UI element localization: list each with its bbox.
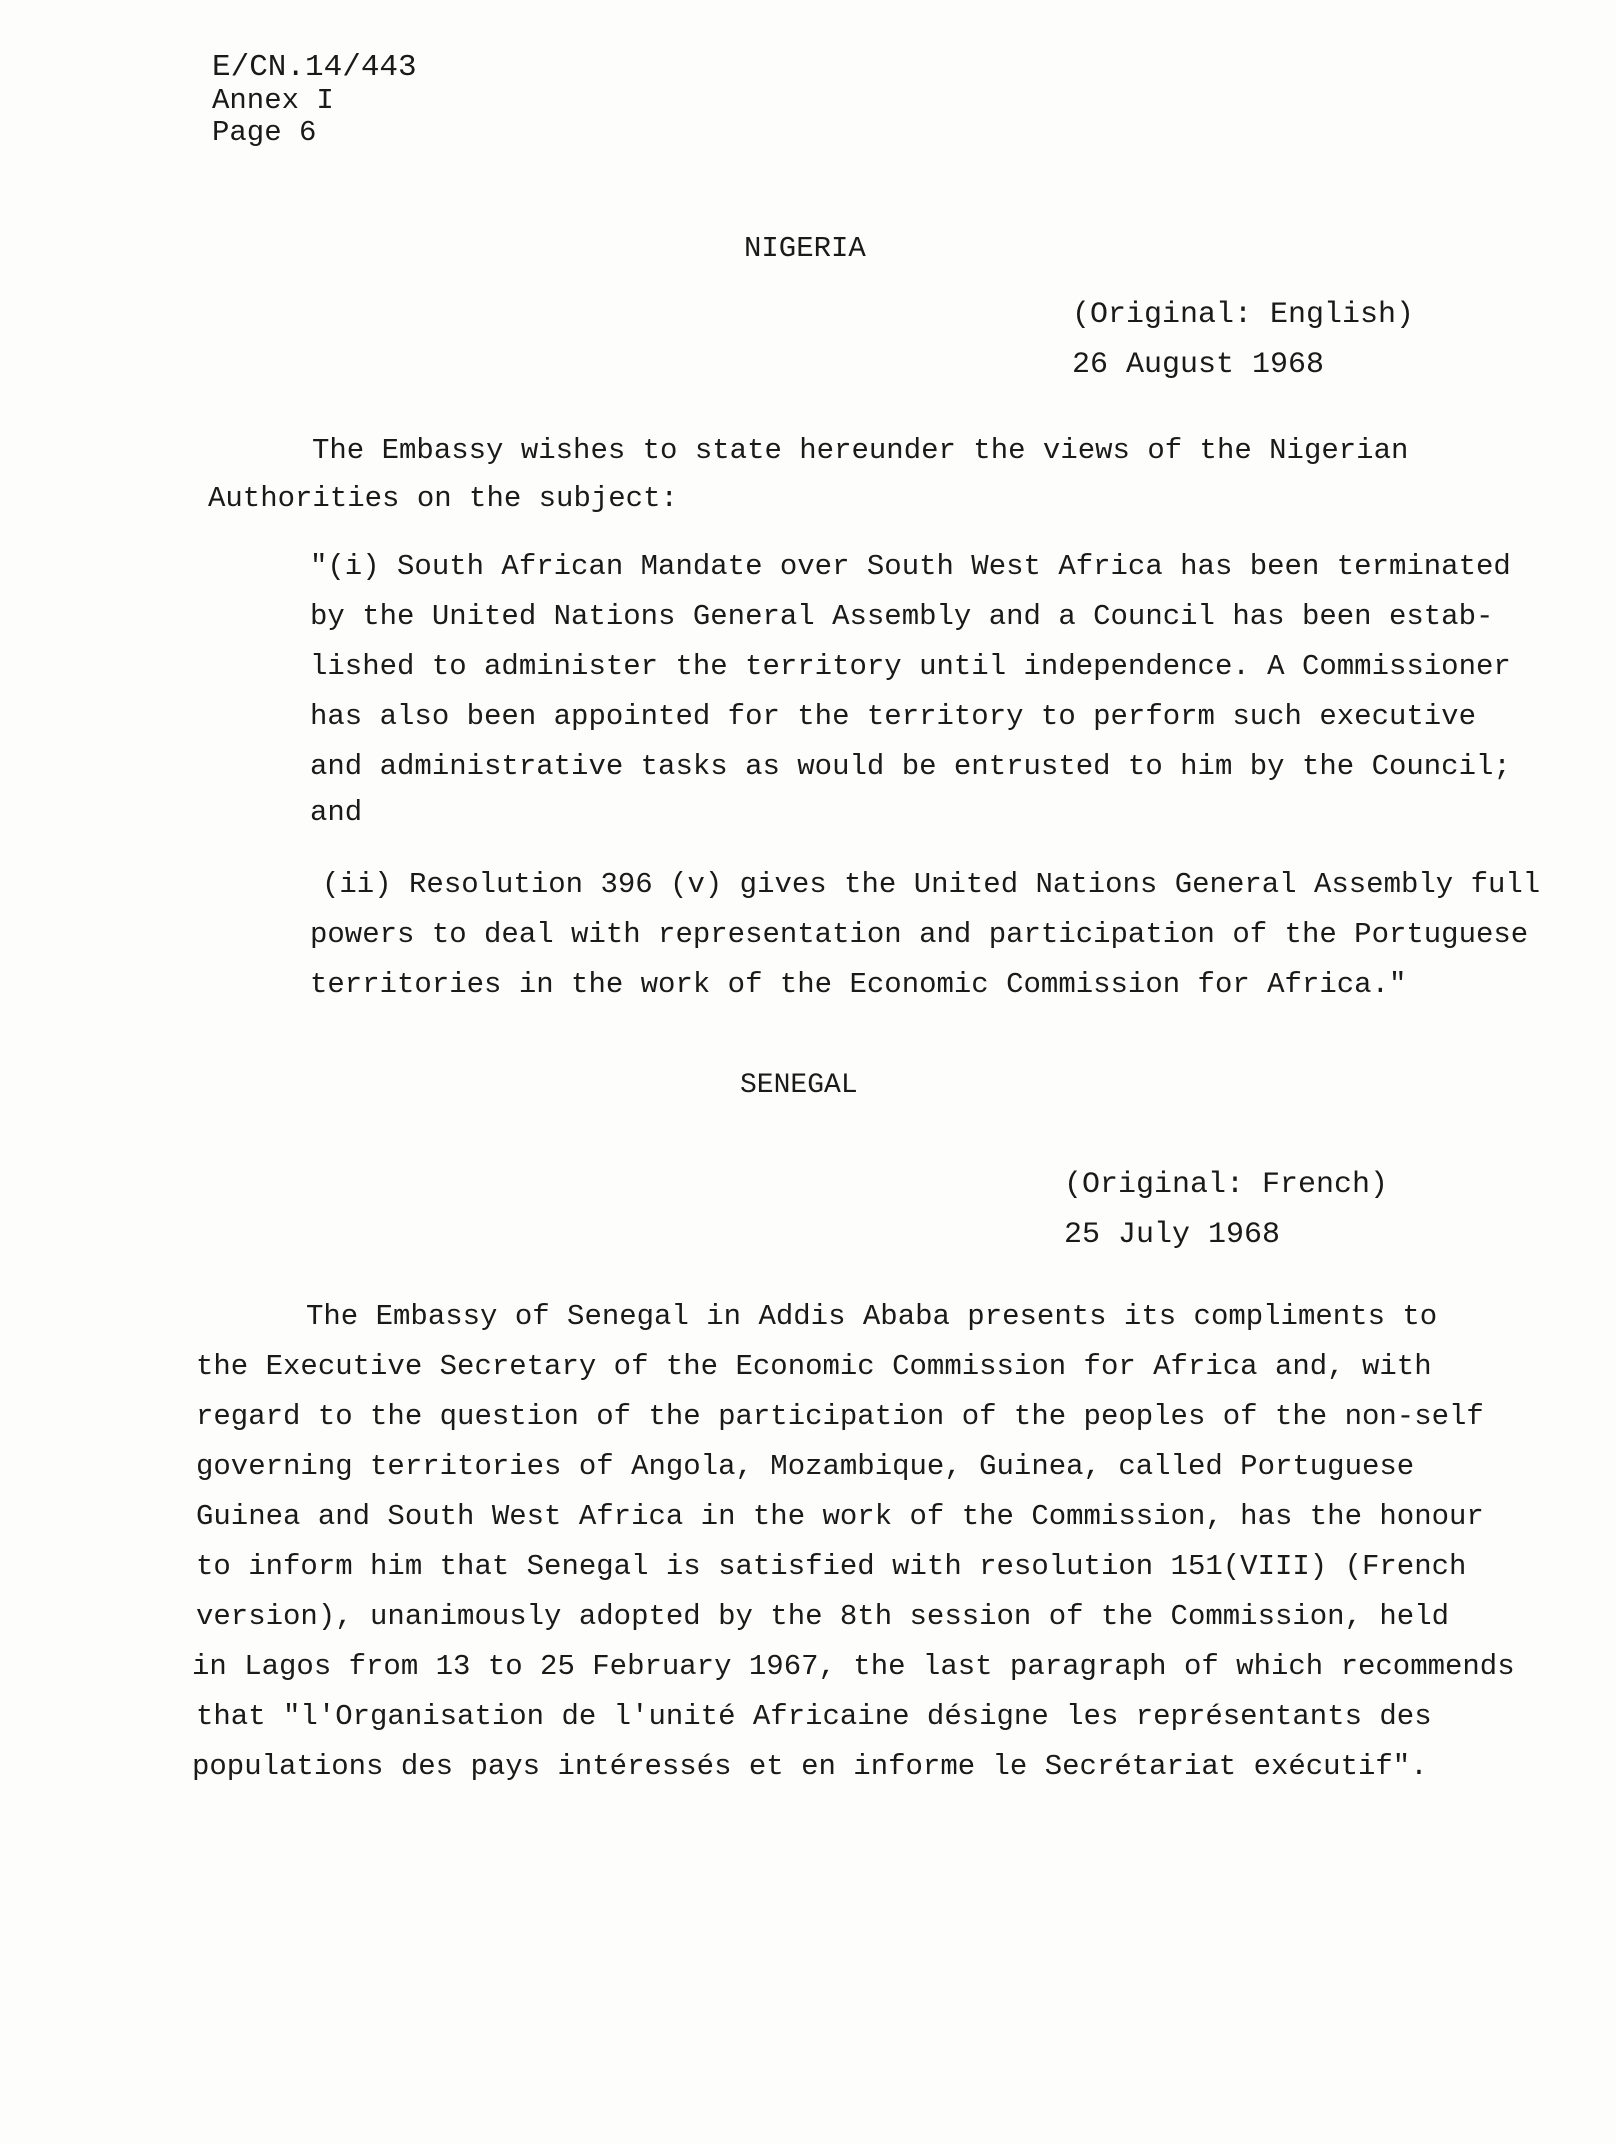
section-heading-nigeria: NIGERIA (744, 232, 866, 265)
text-line: "(i) South African Mandate over South West Africa has been terminated (310, 550, 1511, 583)
text-line: and administrative tasks as would be entrusted to him by the Council; (310, 750, 1511, 783)
text-line: and (310, 796, 363, 829)
text-line: lished to administer the territory until independence. A Commissioner (310, 650, 1511, 683)
text-line: Authorities on the subject: (208, 482, 678, 515)
text-line: territories in the work of the Economic Commission for Africa." (310, 968, 1407, 1001)
text-line: powers to deal with representation and participation of the Portuguese (310, 918, 1529, 951)
text-line: regard to the question of the participation of the peoples of the non-self (196, 1400, 1484, 1433)
text-line: populations des pays intéressés et en informe le Secrétariat exécutif". (192, 1750, 1428, 1783)
text-line: by the United Nations General Assembly and a Council has been estab- (310, 600, 1494, 633)
text-line: to inform him that Senegal is satisfied with resolution 151(VIII) (French (196, 1550, 1467, 1583)
text-line: has also been appointed for the territory to perform such executive (310, 700, 1476, 733)
text-line: The Embassy wishes to state hereunder the views of the Nigerian (312, 434, 1409, 467)
original-language-senegal: (Original: French) (1064, 1168, 1389, 1202)
text-line: in Lagos from 13 to 25 February 1967, the last paragraph of which recommends (192, 1650, 1515, 1683)
section-heading-senegal: SENEGAL (740, 1070, 858, 1101)
page-number: Page 6 (212, 116, 317, 149)
text-line: version), unanimously adopted by the 8th session of the Commission, held (196, 1600, 1450, 1633)
text-line: (ii) Resolution 396 (v) gives the United Nations General Assembly full (322, 868, 1541, 901)
text-line: Guinea and South West Africa in the work of the Commission, has the honour (196, 1500, 1484, 1533)
original-language-nigeria: (Original: English) (1072, 298, 1415, 332)
document-symbol: E/CN.14/443 (212, 50, 417, 85)
annex-label: Annex I (212, 84, 334, 117)
submission-date-senegal: 25 July 1968 (1064, 1218, 1281, 1252)
text-line: that "l'Organisation de l'unité Africaine désigne les représentants des (196, 1700, 1432, 1733)
submission-date-nigeria: 26 August 1968 (1072, 348, 1325, 382)
text-line: the Executive Secretary of the Economic Commission for Africa and, with (196, 1350, 1432, 1383)
text-line: governing territories of Angola, Mozambique, Guinea, called Portuguese (196, 1450, 1415, 1483)
text-line: The Embassy of Senegal in Addis Ababa presents its compliments to (306, 1300, 1438, 1333)
